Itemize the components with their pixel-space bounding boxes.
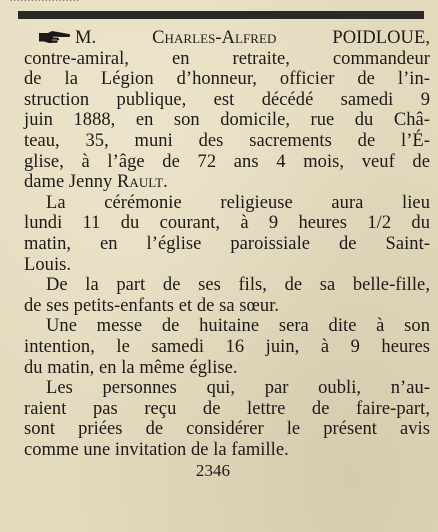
reference-number: 2346: [195, 461, 231, 481]
obituary-notice: [24, 28, 430, 481]
deceased-given-names: Charles-Alfred: [152, 28, 277, 48]
text-line-7: glise, à l’âge de 72 ans 4 mois, veuf de: [24, 151, 430, 172]
text-line-19: raient pas reçu de lettre de faire-part,: [24, 398, 430, 419]
text-line-10: lundi 11 du courant, à 9 heures 1/2 du: [24, 213, 430, 234]
text-line-8: [24, 172, 430, 193]
text-line-1: [24, 28, 430, 49]
text-line-2: contre-amiral, en retraite, commandeur: [24, 48, 430, 69]
text-line-11: matin, en l’église paroissiale de Saint-: [24, 233, 430, 254]
text-line-20: sont priées de considérer le présent avis: [24, 419, 430, 440]
pointing-hand-icon: [38, 29, 71, 45]
text-line-15: Une messe de huitaine sera dite à son: [46, 316, 430, 337]
widow-surname: Rault: [117, 172, 164, 193]
deceased-surname: POIDLOUE,: [276, 28, 430, 48]
deceased-prefix: M.: [75, 28, 153, 48]
text-line-6: teau, 35, muni des sacrements de l’É-: [24, 130, 430, 151]
widow-suffix: .: [163, 172, 168, 193]
text-line-12: Louis.: [24, 254, 72, 275]
text-line-9: La cérémonie religieuse aura lieu: [46, 192, 430, 213]
text-line-3: de la Légion d’honneur, officier de l’in-: [24, 69, 430, 90]
text-line-5: juin 1888, en son domicile, rue du Châ-: [24, 110, 430, 131]
text-line-4: struction publique, est décédé samedi 9: [24, 89, 430, 110]
text-line-16: intention, le samedi 16 juin, à 9 heures: [24, 336, 430, 357]
text-line-21: comme une invitation de la famille.: [24, 439, 289, 460]
text-line-14: de ses petits-enfants et de sa sœur.: [24, 295, 280, 316]
text-line-18: Les personnes qui, par oubli, n’au-: [46, 378, 430, 399]
section-rule: [18, 11, 424, 19]
text-line-13: De la part de ses fils, de sa belle-fille,: [46, 275, 430, 296]
widow-prefix: dame Jenny: [24, 172, 118, 193]
text-line-17: du matin, en la même église.: [24, 357, 238, 378]
